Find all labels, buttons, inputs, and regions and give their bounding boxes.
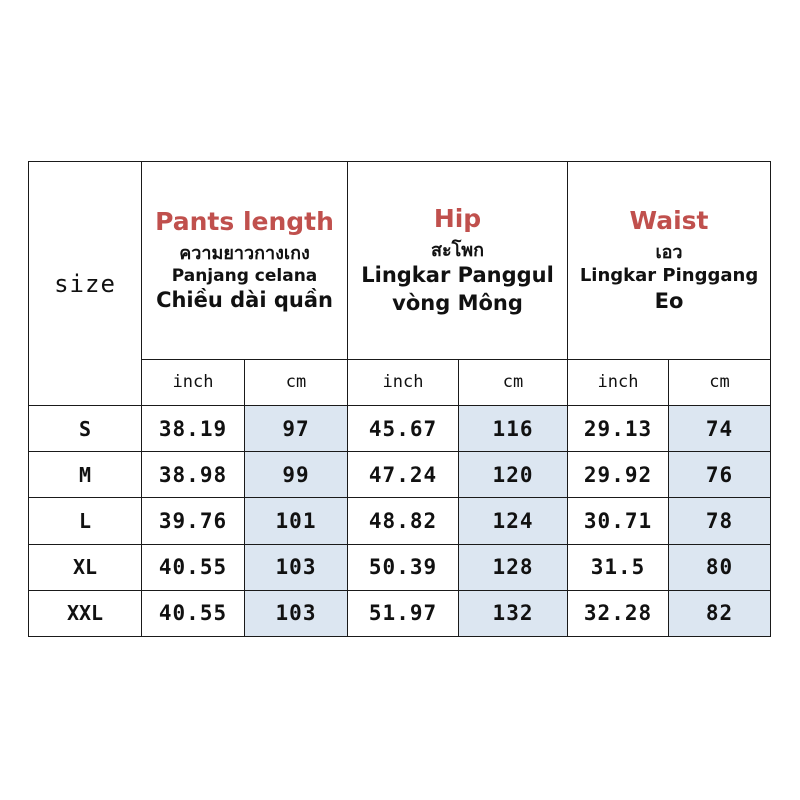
size-chart-table — [28, 161, 771, 637]
value-cell: 101 — [245, 498, 348, 544]
value-cell: 97 — [245, 406, 348, 452]
value-cell: 48.82 — [348, 498, 459, 544]
table-row — [29, 406, 771, 452]
table-row — [29, 544, 771, 590]
value-cell: 76 — [669, 452, 771, 498]
value-cell: 29.13 — [568, 406, 669, 452]
value-cell: 116 — [459, 406, 568, 452]
group-line-indonesian: Lingkar Pinggang — [579, 265, 759, 287]
size-cell: XL — [29, 544, 142, 590]
group-line-thai: สะโพก — [430, 239, 485, 261]
value-cell: 103 — [245, 590, 348, 636]
size-header: size — [29, 162, 142, 406]
value-cell: 39.76 — [142, 498, 245, 544]
group-line-indonesian: Lingkar Panggul — [361, 263, 554, 288]
value-cell: 38.98 — [142, 452, 245, 498]
size-cell: S — [29, 406, 142, 452]
value-cell: 82 — [669, 590, 771, 636]
value-cell: 132 — [459, 590, 568, 636]
group-header-pants-length — [142, 162, 348, 360]
value-cell: 45.67 — [348, 406, 459, 452]
value-cell: 30.71 — [568, 498, 669, 544]
group-title: Waist — [629, 205, 709, 235]
header-row — [29, 162, 771, 360]
value-cell: 38.19 — [142, 406, 245, 452]
value-cell: 124 — [459, 498, 568, 544]
value-cell: 99 — [245, 452, 348, 498]
value-cell: 51.97 — [348, 590, 459, 636]
size-cell: M — [29, 452, 142, 498]
group-title: Hip — [433, 203, 482, 233]
group-line-vietnamese: Chiều dài quần — [156, 288, 333, 312]
table-row — [29, 590, 771, 636]
value-cell: 40.55 — [142, 544, 245, 590]
value-cell: 31.5 — [568, 544, 669, 590]
unit-cell: inch — [348, 359, 459, 405]
value-cell: 50.39 — [348, 544, 459, 590]
size-cell: XXL — [29, 590, 142, 636]
group-line-thai: เอว — [655, 241, 683, 263]
unit-cell: cm — [459, 359, 568, 405]
value-cell: 103 — [245, 544, 348, 590]
group-line-vietnamese: vòng Mông — [392, 290, 523, 315]
value-cell: 32.28 — [568, 590, 669, 636]
group-line-thai: ความยาวกางเกง — [179, 242, 310, 264]
size-cell: L — [29, 498, 142, 544]
unit-cell: inch — [142, 359, 245, 405]
table-row — [29, 452, 771, 498]
value-cell: 29.92 — [568, 452, 669, 498]
group-line-vietnamese: Eo — [654, 288, 684, 313]
value-cell: 120 — [459, 452, 568, 498]
unit-cell: inch — [568, 359, 669, 405]
value-cell: 78 — [669, 498, 771, 544]
value-cell: 40.55 — [142, 590, 245, 636]
unit-cell: cm — [669, 359, 771, 405]
value-cell: 74 — [669, 406, 771, 452]
value-cell: 128 — [459, 544, 568, 590]
group-title: Pants length — [155, 206, 334, 236]
group-header-waist — [568, 162, 771, 360]
group-line-indonesian: Panjang celana — [171, 265, 318, 286]
unit-cell: cm — [245, 359, 348, 405]
table-row — [29, 498, 771, 544]
value-cell: 47.24 — [348, 452, 459, 498]
group-header-hip — [348, 162, 568, 360]
value-cell: 80 — [669, 544, 771, 590]
